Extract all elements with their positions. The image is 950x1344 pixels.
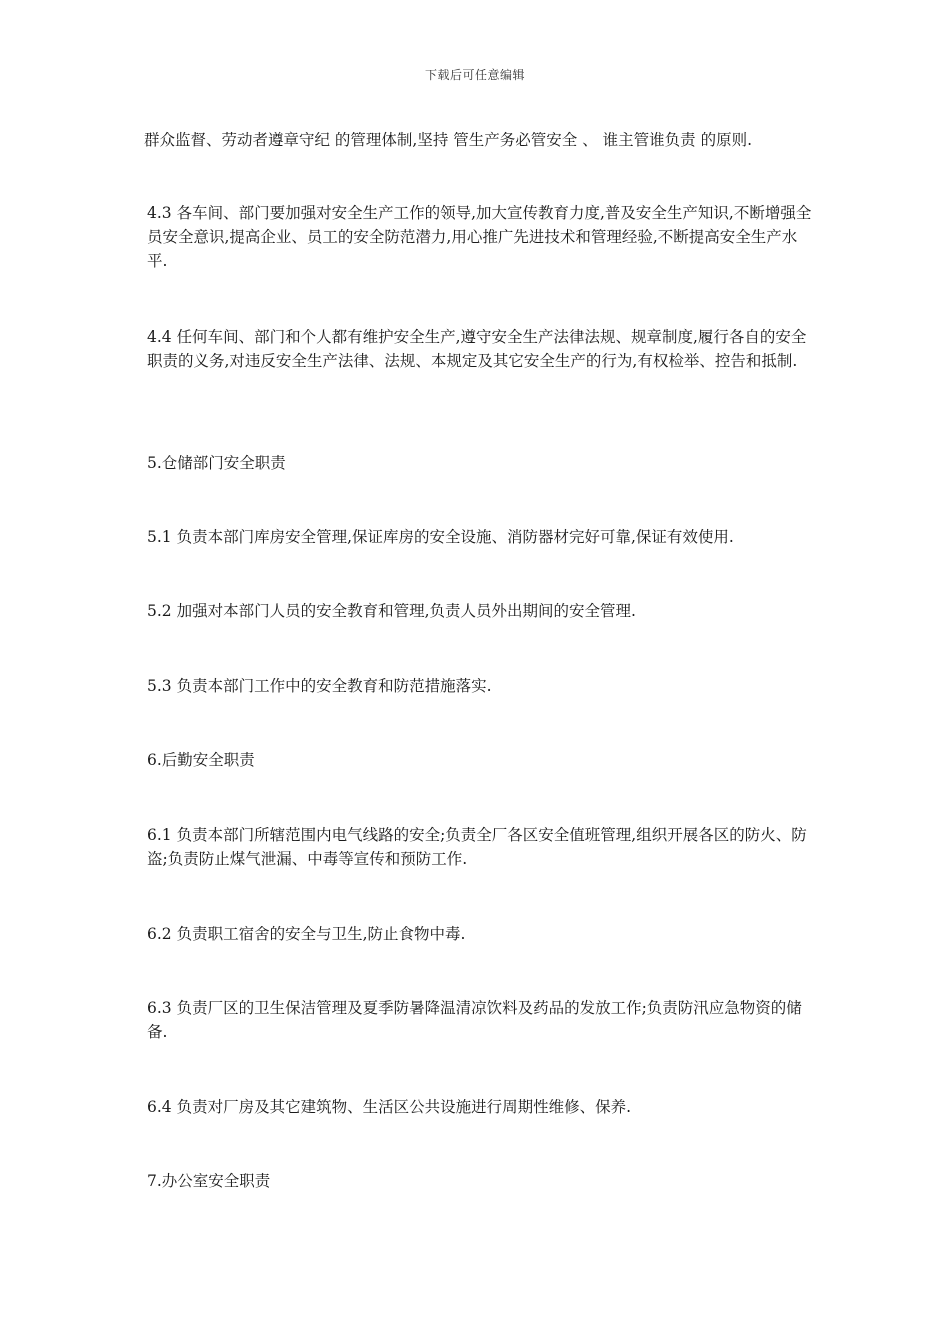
section-heading-7: 7.办公室安全职责	[147, 1172, 271, 1190]
paragraph-management-principle: 群众监督、劳动者遵章守纪 的管理体制,坚持 管生产务必管安全 、 谁主管谁负责 的原则.	[144, 131, 752, 149]
paragraph-6-1: 6.1 负责本部门所辖范围内电气线路的安全;负责全厂各区安全值班管理,组织开展各区的防火、防盗;负责防止煤气泄漏、中毒等宣传和预防工作.	[147, 826, 807, 868]
header-note: 下载后可任意编辑	[424, 68, 525, 82]
paragraph-6-2: 6.2 负责职工宿舍的安全与卫生,防止食物中毒.	[147, 925, 466, 943]
section-heading-6: 6.后勤安全职责	[147, 751, 255, 769]
paragraph-5-2: 5.2 加强对本部门人员的安全教育和管理,负责人员外出期间的安全管理.	[147, 602, 636, 620]
paragraph-6-3: 6.3 负责厂区的卫生保洁管理及夏季防暑降温清凉饮料及药品的发放工作;负责防汛应急物资的储备.	[147, 999, 802, 1041]
paragraph-5-1: 5.1 负责本部门库房安全管理,保证库房的安全设施、消防器材完好可靠,保证有效使用.	[147, 528, 734, 546]
paragraph-6-4: 6.4 负责对厂房及其它建筑物、生活区公共设施进行周期性维修、保养.	[147, 1098, 632, 1116]
section-heading-5: 5.仓储部门安全职责	[147, 454, 286, 472]
paragraph-4-3: 4.3 各车间、部门要加强对安全生产工作的领导,加大宣传教育力度,普及安全生产知识,不断增强全员安全意识,提高企业、员工的安全防范潜力,用心推广先进技术和管理经验,不断提高安全生产水平.	[147, 204, 812, 270]
paragraph-5-3: 5.3 负责本部门工作中的安全教育和防范措施落实.	[147, 677, 492, 695]
paragraph-4-4: 4.4 任何车间、部门和个人都有维护安全生产,遵守安全生产法律法规、规章制度,履行各自的安全职责的义务,对违反安全生产法律、法规、本规定及其它安全生产的行为,有权检举、控告和抵制.	[147, 328, 807, 370]
